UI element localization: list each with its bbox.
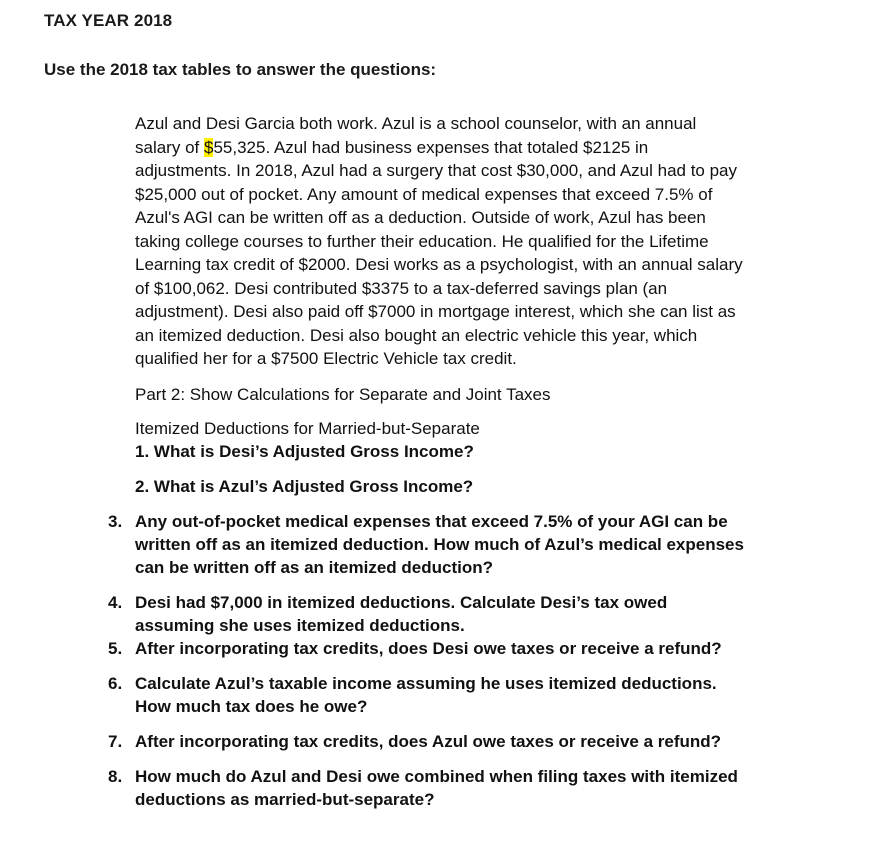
question-text-line: How much do Azul and Desi owe combined when filing taxes with itemized [135, 766, 738, 786]
question-1 [135, 440, 825, 463]
question-text-line: Desi had $7,000 in itemized deductions. Calculate Desi’s tax owed [135, 592, 668, 612]
question-text-line: deductions as married-but-separate? [135, 789, 435, 809]
scenario-line: adjustments. In 2018, Azul had a surgery that cost $30,000, and Azul had to pay [135, 161, 738, 180]
instructions-heading: Use the 2018 tax tables to answer the questions: [44, 60, 437, 79]
question-5 [108, 637, 825, 660]
question-2-number: 2. [135, 476, 150, 496]
scenario-line: Azul and Desi Garcia both work. Azul is a school counselor, with an annual [135, 114, 697, 133]
question-number: 4. [108, 592, 123, 612]
scenario-line: an itemized deduction. Desi also bought an electric vehicle this year, which [135, 325, 698, 345]
question-text: After incorporating tax credits, does Desi owe taxes or receive a refund? [135, 638, 722, 658]
question-text: What is Desi’s Adjusted Gross Income? [153, 441, 474, 461]
section-heading: Itemized Deductions for Married-but-Separate [135, 418, 480, 438]
scenario-line [135, 136, 825, 160]
question-text-line: can be written off as an itemized deduction? [135, 557, 493, 577]
question-text-line: Calculate Azul’s taxable income assuming he uses itemized deductions. [135, 673, 717, 693]
question-4 [108, 591, 825, 637]
scenario-paragraph [135, 112, 825, 371]
scenario-line: taking college courses to further their education. He qualified for the Lifetime [135, 231, 709, 251]
question-number: 8. [108, 766, 123, 786]
question-3 [108, 510, 825, 579]
question-number: 6. [108, 673, 123, 693]
scenario-line: $25,000 out of pocket. Any amount of medical expenses that exceed 7.5% of [135, 184, 713, 204]
question-text: After incorporating tax credits, does Azul owe taxes or receive a refund? [135, 731, 722, 751]
question-text-line: How much tax does he owe? [135, 696, 368, 716]
highlighted-dollar-sign: $ [203, 137, 214, 157]
scenario-line-suffix: 55,325. Azul had business expenses that totaled $2125 in [213, 137, 649, 157]
part-heading: Part 2: Show Calculations for Separate and Joint Taxes [135, 384, 551, 404]
question-1-number: 1. [135, 441, 150, 461]
worksheet-content [108, 112, 825, 811]
scenario-line: of $100,062. Desi contributed $3375 to a tax-deferred savings plan (an [135, 278, 668, 298]
question-number: 3. [108, 511, 123, 531]
scenario-line: qualified her for a $7500 Electric Vehicle tax credit. [135, 349, 517, 368]
question-2 [135, 475, 825, 498]
question-number: 5. [108, 638, 123, 658]
scenario-line-prefix: salary of [135, 137, 204, 157]
question-7 [108, 730, 825, 753]
scenario-line: Learning tax credit of $2000. Desi works as a psychologist, with an annual salary [135, 255, 743, 274]
scenario-line: Azul's AGI can be written off as a deduction. Outside of work, Azul has been [135, 208, 706, 227]
question-text-line: assuming she uses itemized deductions. [135, 615, 465, 635]
question-6 [108, 672, 825, 718]
question-number: 7. [108, 731, 123, 751]
tax-year-heading: TAX YEAR 2018 [44, 11, 173, 30]
question-text-line: Any out-of-pocket medical expenses that exceed 7.5% of your AGI can be [135, 511, 728, 531]
question-8 [108, 765, 825, 811]
question-text: What is Azul’s Adjusted Gross Income? [153, 476, 474, 496]
scenario-line: adjustment). Desi also paid off $7000 in mortgage interest, which she can list as [135, 302, 736, 321]
question-text-line: written off as an itemized deduction. How much of Azul’s medical expenses [135, 534, 744, 554]
